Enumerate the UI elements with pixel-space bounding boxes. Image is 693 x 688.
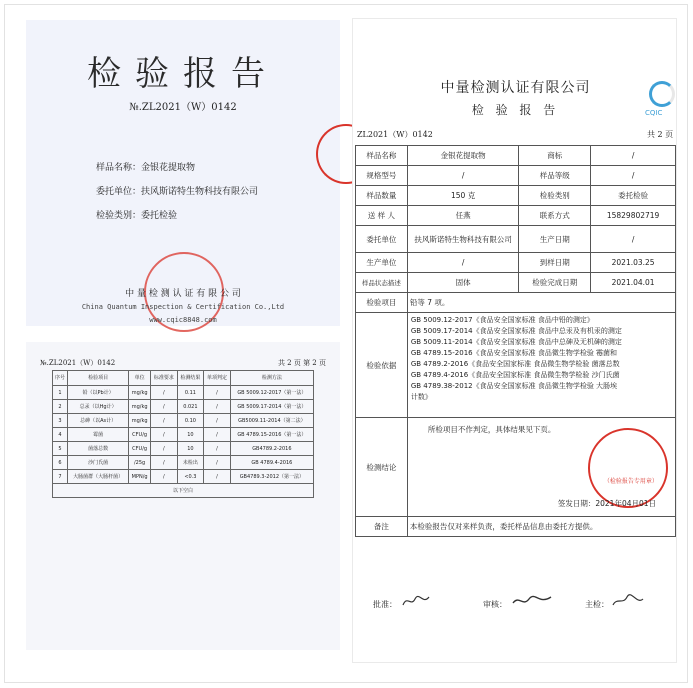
table-cell: GB 5009.17-2014（第一法） xyxy=(230,400,313,414)
field-label: 检验类别 xyxy=(519,186,591,206)
table-row xyxy=(53,456,314,470)
detail-row xyxy=(356,206,676,226)
results-page-number: 共 2 页 第 2 页 xyxy=(277,359,326,367)
field-label: 检验依据 xyxy=(356,313,408,418)
field-value: 金银花提取物 xyxy=(407,146,519,166)
table-cell: 霉菌 xyxy=(68,428,129,442)
column-header: 序号 xyxy=(53,371,68,386)
field-label: 商标 xyxy=(519,146,591,166)
field-label: 联系方式 xyxy=(519,206,591,226)
table-cell: / xyxy=(204,414,231,428)
table-cell: / xyxy=(204,400,231,414)
field-value: / xyxy=(591,166,676,186)
detail-report-number: ZL2021（W）0142 xyxy=(357,130,433,139)
field-label: 生产单位 xyxy=(356,253,408,273)
field-value: 2021.03.25 xyxy=(591,253,676,273)
table-cell: GB 4789.15-2016（第一法） xyxy=(230,428,313,442)
table-cell: / xyxy=(204,386,231,400)
column-header: 检测方法 xyxy=(230,371,313,386)
cover-title: 检验报告 xyxy=(87,54,279,94)
table-cell: 6 xyxy=(53,456,68,470)
field-value: / xyxy=(591,226,676,253)
cover-page xyxy=(26,20,340,326)
table-cell: CFU/g xyxy=(129,442,151,456)
table-row xyxy=(53,470,314,484)
table-cell: mg/kg xyxy=(129,386,151,400)
table-cell: /25g xyxy=(129,456,151,470)
cover-website: www.cqic8848.com xyxy=(149,316,217,324)
detail-title: 检 验 报 告 xyxy=(471,103,560,117)
table-cell: 10 xyxy=(177,442,204,456)
conclusion-cell xyxy=(407,418,675,517)
table-cell: 菌落总数 xyxy=(68,442,129,456)
column-header: 检测结果 xyxy=(177,371,204,386)
approve-signature xyxy=(401,593,431,609)
field-label: 委托单位 xyxy=(356,226,408,253)
table-cell: 4 xyxy=(53,428,68,442)
cover-test-type: 检验类别：委托检验 xyxy=(96,211,178,221)
results-header-row xyxy=(53,371,314,386)
field-label: 检验项目 xyxy=(356,293,408,313)
basis-item: GB 5009.12-2017《食品安全国家标准 食品中铅的测定》 xyxy=(410,316,594,324)
basis-item: GB 4789.4-2016《食品安全国家标准 食品微生物学检验 沙门氏菌 xyxy=(410,371,620,379)
table-cell: / xyxy=(204,428,231,442)
basis-row xyxy=(356,313,676,418)
table-cell: / xyxy=(151,428,178,442)
field-value: 固体 xyxy=(407,273,519,293)
column-header: 单项判定 xyxy=(204,371,231,386)
detail-row xyxy=(356,146,676,166)
table-cell: / xyxy=(151,386,178,400)
prepare-signature xyxy=(611,593,645,609)
table-cell: 0.021 xyxy=(177,400,204,414)
approve-label: 批准： xyxy=(373,600,397,609)
field-value: 15829802719 xyxy=(591,206,676,226)
field-value: / xyxy=(407,166,519,186)
table-cell: 总砷（以As计） xyxy=(68,414,129,428)
table-row xyxy=(53,386,314,400)
cover-org-english: China Quantum Inspection & Certification Co.,Ltd xyxy=(81,303,285,311)
detail-row xyxy=(356,186,676,206)
logo-text: CQIC xyxy=(645,109,663,117)
review-label: 审核： xyxy=(483,600,507,609)
field-label: 送 样 人 xyxy=(356,206,408,226)
cover-report-number: №.ZL2021（W）0142 xyxy=(129,102,237,113)
table-cell: 大肠菌群（大肠杆菌） xyxy=(68,470,129,484)
table-cell: 沙门氏菌 xyxy=(68,456,129,470)
table-cell: 2 xyxy=(53,400,68,414)
results-table xyxy=(52,370,314,498)
field-label: 备注 xyxy=(356,517,408,537)
field-value: 150 克 xyxy=(407,186,519,206)
field-label: 检验完成日期 xyxy=(519,273,591,293)
table-cell: GB4789.3-2012（第一法） xyxy=(230,470,313,484)
table-row xyxy=(53,428,314,442)
table-cell: 1 xyxy=(53,386,68,400)
results-footer-row xyxy=(53,484,314,498)
detail-row xyxy=(356,273,676,293)
table-cell: 7 xyxy=(53,470,68,484)
field-label: 检测结论 xyxy=(356,418,408,517)
remark-text: 本检验报告仅对来样负责，委托样品信息由委托方提供。 xyxy=(407,517,675,537)
table-row xyxy=(53,414,314,428)
stamp-text: （检验报告专用章） xyxy=(603,478,658,485)
red-seal-detail xyxy=(588,428,668,508)
column-header: 单位 xyxy=(129,371,151,386)
field-label: 生产日期 xyxy=(519,226,591,253)
items-value: 铅等 7 项。 xyxy=(407,293,675,313)
field-value: 委托检验 xyxy=(591,186,676,206)
table-cell: / xyxy=(151,456,178,470)
table-row xyxy=(53,400,314,414)
field-value: 扶风斯诺特生物科技有限公司 xyxy=(407,226,519,253)
detail-org-name: 中量检测认证有限公司 xyxy=(440,80,591,96)
table-cell: <0.3 xyxy=(177,470,204,484)
basis-item: GB 5009.17-2014《食品安全国家标准 食品中总汞及有机汞的测定 xyxy=(410,327,622,335)
detail-row xyxy=(356,293,676,313)
review-signature xyxy=(511,593,553,609)
blank-below-note: 以下空白 xyxy=(53,484,314,498)
field-value: / xyxy=(591,146,676,166)
detail-row xyxy=(356,226,676,253)
table-cell: 0.11 xyxy=(177,386,204,400)
remark-row xyxy=(356,517,676,537)
table-cell: GB5009.11-2014（第二法） xyxy=(230,414,313,428)
column-header: 检验项目 xyxy=(68,371,129,386)
table-cell: 铅（以Pb计） xyxy=(68,386,129,400)
column-header: 标准要求 xyxy=(151,371,178,386)
table-cell: / xyxy=(151,414,178,428)
results-report-number: №.ZL2021（W）0142 xyxy=(40,359,116,367)
prepare-label: 主检： xyxy=(585,600,609,609)
basis-item: GB 4789.38-2012《食品安全国家标准 食品微生物学检验 大肠埃 xyxy=(410,382,618,390)
table-cell: GB 5009.12-2017（第一法） xyxy=(230,386,313,400)
basis-item: 计数》 xyxy=(410,393,432,401)
table-cell: CFU/g xyxy=(129,428,151,442)
table-cell: 0.10 xyxy=(177,414,204,428)
table-cell: / xyxy=(151,442,178,456)
cover-client: 委托单位：扶风斯诺特生物科技有限公司 xyxy=(96,187,259,197)
table-cell: 10 xyxy=(177,428,204,442)
field-value: 任燕 xyxy=(407,206,519,226)
table-cell: GB4789.2-2016 xyxy=(230,442,313,456)
table-cell: mg/kg xyxy=(129,400,151,414)
table-row xyxy=(53,442,314,456)
field-label: 规格型号 xyxy=(356,166,408,186)
conclusion-text: 所检项目不作判定，具体结果见下页。 xyxy=(427,425,556,434)
table-cell: GB 4789.4-2016 xyxy=(230,456,313,470)
field-label: 样品状态描述 xyxy=(356,273,408,293)
table-cell: 5 xyxy=(53,442,68,456)
basis-item: GB 5009.11-2014《食品安全国家标准 食品中总砷及无机砷的测定 xyxy=(410,338,622,346)
detail-page xyxy=(352,18,677,663)
table-cell: 3 xyxy=(53,414,68,428)
table-cell: 未检出 xyxy=(177,456,204,470)
detail-page-count: 共 2 页 xyxy=(647,130,674,139)
field-label: 样品数量 xyxy=(356,186,408,206)
detail-row xyxy=(356,253,676,273)
cover-sample-name: 样品名称：金银花提取物 xyxy=(96,163,196,173)
table-cell: 总汞（以Hg计） xyxy=(68,400,129,414)
table-cell: / xyxy=(204,456,231,470)
sign-date: 签发日期：2021年04月01日 xyxy=(557,499,657,508)
field-value: / xyxy=(407,253,519,273)
table-cell: MPN/g xyxy=(129,470,151,484)
field-label: 样品等级 xyxy=(519,166,591,186)
table-cell: / xyxy=(204,442,231,456)
field-value: 2021.04.01 xyxy=(591,273,676,293)
detail-table xyxy=(355,145,676,537)
conclusion-row xyxy=(356,418,676,517)
detail-row xyxy=(356,166,676,186)
table-cell: mg/kg xyxy=(129,414,151,428)
table-cell: / xyxy=(204,470,231,484)
results-page xyxy=(26,342,340,650)
basis-list xyxy=(407,313,675,418)
table-cell: / xyxy=(151,470,178,484)
table-cell: / xyxy=(151,400,178,414)
basis-item: GB 4789.15-2016《食品安全国家标准 食品微生物学检验 霉菌和 xyxy=(410,349,618,357)
field-label: 样品名称 xyxy=(356,146,408,166)
cover-org-name: 中 量 检 测 认 证 有 限 公 司 xyxy=(125,289,241,299)
field-label: 到样日期 xyxy=(519,253,591,273)
basis-item: GB 4789.2-2016《食品安全国家标准 食品微生物学检验 菌落总数 xyxy=(410,360,620,368)
